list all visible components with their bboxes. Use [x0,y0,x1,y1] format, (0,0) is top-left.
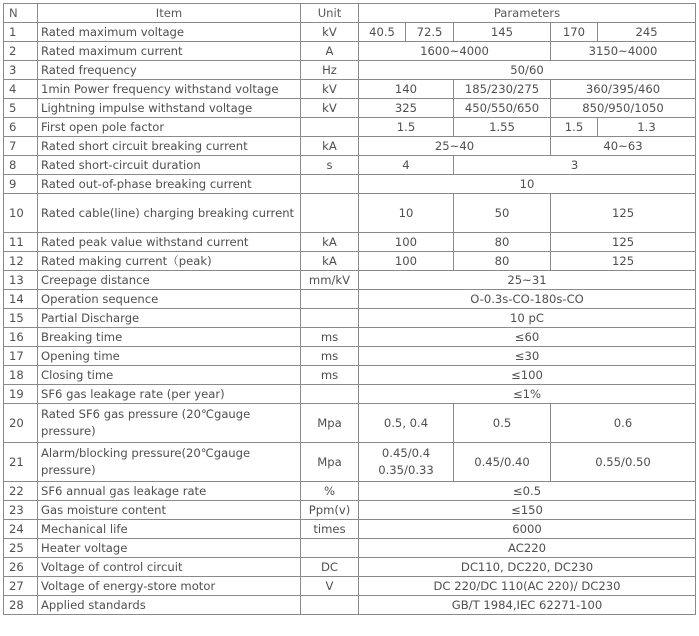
row-number: 23 [4,501,38,520]
param-cell: 10 pC [359,309,696,328]
table-row [4,175,696,194]
param-cell: 80 [454,252,551,271]
param-cell: 50/60 [359,61,696,80]
table-row [4,290,696,309]
table-row [4,501,696,520]
table-row [4,118,696,137]
row-number: 16 [4,328,38,347]
row-number: 3 [4,61,38,80]
table-row [4,520,696,539]
row-item: Voltage of control circuit [38,558,301,577]
table-row [4,596,696,615]
row-item: Rated cable(line) charging breaking current [38,194,301,233]
row-unit: kA [301,233,359,252]
row-item: Rated short-circuit duration [38,156,301,175]
row-number: 12 [4,252,38,271]
row-item: SF6 gas leakage rate (per year) [38,385,301,404]
row-item: Rated out-of-phase breaking current [38,175,301,194]
param-cell: 125 [551,252,696,271]
table-row [4,328,696,347]
param-cell: 140 [359,80,454,99]
table-row [4,309,696,328]
param-cell: 850/950/1050 [551,99,696,118]
param-cell: 40.5 [359,23,406,42]
row-unit: kA [301,137,359,156]
row-item: Operation sequence [38,290,301,309]
row-unit: mm/kV [301,271,359,290]
row-number: 11 [4,233,38,252]
row-number: 10 [4,194,38,233]
param-cell: GB/T 1984,IEC 62271-100 [359,596,696,615]
param-cell: 3150~4000 [551,42,696,61]
row-number: 2 [4,42,38,61]
param-cell: O-0.3s-CO-180s-CO [359,290,696,309]
param-cell: ≤30 [359,347,696,366]
param-cell: DC 220/DC 110(AC 220)/ DC230 [359,577,696,596]
row-number: 4 [4,80,38,99]
row-number: 1 [4,23,38,42]
table-row [4,137,696,156]
row-unit: DC [301,558,359,577]
param-cell: 10 [359,175,696,194]
row-unit [301,539,359,558]
row-number: 5 [4,99,38,118]
table-row [4,482,696,501]
row-number: 21 [4,443,38,482]
param-cell: 1.55 [454,118,551,137]
row-unit: ms [301,328,359,347]
param-cell: AC220 [359,539,696,558]
row-unit: Hz [301,61,359,80]
param-cell: 3 [454,156,696,175]
row-number: 26 [4,558,38,577]
row-number: 19 [4,385,38,404]
row-number: 15 [4,309,38,328]
table-row [4,99,696,118]
row-unit [301,194,359,233]
row-number: 27 [4,577,38,596]
table-row [4,233,696,252]
param-cell: ≤100 [359,366,696,385]
param-cell: 360/395/460 [551,80,696,99]
row-unit: Mpa [301,443,359,482]
param-cell: ≤60 [359,328,696,347]
table-row [4,404,696,443]
param-cell: 6000 [359,520,696,539]
row-unit: ms [301,366,359,385]
row-unit [301,290,359,309]
row-number: 7 [4,137,38,156]
row-item: Voltage of energy-store motor [38,577,301,596]
row-unit: Ppm(v) [301,501,359,520]
row-number: 25 [4,539,38,558]
param-cell: 1.3 [598,118,696,137]
row-number: 20 [4,404,38,443]
table-row [4,23,696,42]
row-unit: s [301,156,359,175]
param-cell: 145 [454,23,551,42]
header-unit: Unit [301,4,359,23]
row-unit: V [301,577,359,596]
param-cell: 185/230/275 [454,80,551,99]
header-row [4,4,696,23]
param-cell: 245 [598,23,696,42]
table-row [4,194,696,233]
table-row [4,347,696,366]
table-row [4,577,696,596]
row-item: Rated maximum voltage [38,23,301,42]
table-row [4,539,696,558]
row-number: 14 [4,290,38,309]
row-number: 6 [4,118,38,137]
param-cell: 0.45/0.40 [454,443,551,482]
param-cell: 1600~4000 [359,42,551,61]
param-cell: 125 [551,194,696,233]
row-item: Rated SF6 gas pressure (20℃gauge pressure) [38,404,301,443]
row-unit [301,175,359,194]
row-item: SF6 annual gas leakage rate [38,482,301,501]
table-row [4,156,696,175]
row-item: Heater voltage [38,539,301,558]
param-cell: 40~63 [551,137,696,156]
param-cell: 50 [454,194,551,233]
row-unit: kV [301,23,359,42]
param-cell: 72.5 [406,23,454,42]
header-parameters: Parameters [359,4,696,23]
row-item: Alarm/blocking pressure(20℃gauge pressure) [38,443,301,482]
param-cell: 1.5 [551,118,598,137]
param-cell: ≤1% [359,385,696,404]
row-item: Mechanical life [38,520,301,539]
row-item: Rated making current（peak) [38,252,301,271]
table-row [4,61,696,80]
row-item: Creepage distance [38,271,301,290]
row-item: Partial Discharge [38,309,301,328]
row-unit: kA [301,252,359,271]
row-unit: kV [301,80,359,99]
param-cell: 10 [359,194,454,233]
param-cell: 80 [454,233,551,252]
row-unit: % [301,482,359,501]
param-cell: ≤0.5 [359,482,696,501]
table-row [4,42,696,61]
row-item: Rated short circuit breaking current [38,137,301,156]
row-item: Breaking time [38,328,301,347]
row-item: Rated frequency [38,61,301,80]
row-item: 1min Power frequency withstand voltage [38,80,301,99]
row-number: 24 [4,520,38,539]
parameters-table [3,3,696,615]
row-unit: ms [301,347,359,366]
row-unit: times [301,520,359,539]
row-number: 13 [4,271,38,290]
row-unit [301,385,359,404]
table-row [4,80,696,99]
header-item: Item [38,4,301,23]
row-number: 28 [4,596,38,615]
row-unit: kV [301,99,359,118]
param-cell: 25~40 [359,137,551,156]
row-item: Applied standards [38,596,301,615]
param-cell: 0.6 [551,404,696,443]
param-cell: 0.5, 0.4 [359,404,454,443]
param-cell: 325 [359,99,454,118]
table-row [4,385,696,404]
param-cell: 170 [551,23,598,42]
row-item: Closing time [38,366,301,385]
row-item: Lightning impulse withstand voltage [38,99,301,118]
row-number: 18 [4,366,38,385]
row-item: Rated maximum current [38,42,301,61]
row-number: 8 [4,156,38,175]
param-cell: ≤150 [359,501,696,520]
row-item: Opening time [38,347,301,366]
row-number: 22 [4,482,38,501]
row-number: 9 [4,175,38,194]
table-row [4,443,696,482]
param-cell: 125 [551,233,696,252]
param-cell: 100 [359,252,454,271]
param-cell: 25~31 [359,271,696,290]
table-row [4,558,696,577]
param-cell: 0.5 [454,404,551,443]
param-cell: 0.55/0.50 [551,443,696,482]
table-row [4,252,696,271]
header-n: N [4,4,38,23]
param-cell: 1.5 [359,118,454,137]
row-number: 17 [4,347,38,366]
row-unit: Mpa [301,404,359,443]
param-cell: DC110, DC220, DC230 [359,558,696,577]
row-unit [301,596,359,615]
table-row [4,271,696,290]
row-item: First open pole factor [38,118,301,137]
param-cell: 450/550/650 [454,99,551,118]
row-item: Gas moisture content [38,501,301,520]
row-item: Rated peak value withstand current [38,233,301,252]
row-unit: A [301,42,359,61]
param-cell: 4 [359,156,454,175]
table-row [4,366,696,385]
row-unit [301,309,359,328]
param-cell: 100 [359,233,454,252]
param-cell: 0.45/0.4 0.35/0.33 [359,443,454,482]
row-unit [301,118,359,137]
